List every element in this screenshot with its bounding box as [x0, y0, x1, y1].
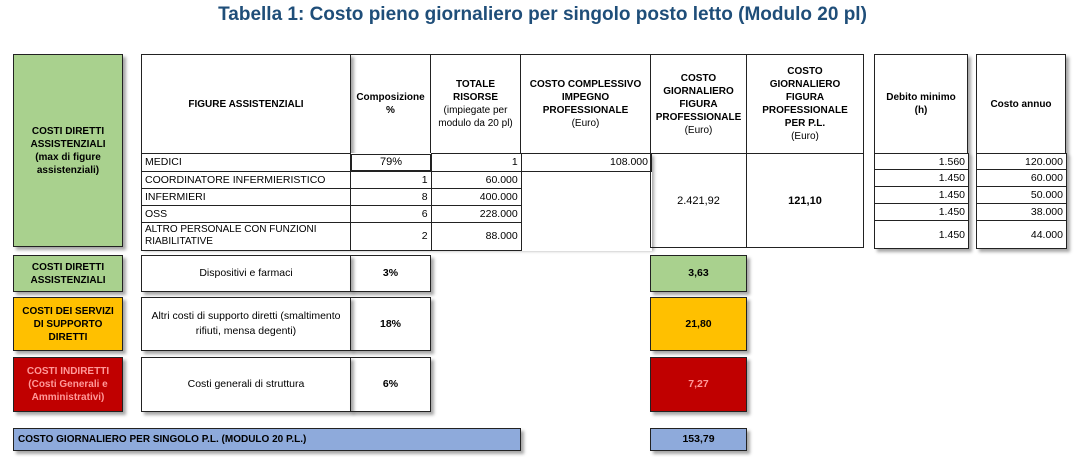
header-label: Costo annuo — [990, 98, 1052, 110]
figura-cell: ALTRO PERSONALE CON FUNZIONI RIABILITATIVE — [142, 222, 351, 250]
composizione-value: 79% — [379, 156, 402, 168]
header-costo-complessivo — [520, 54, 651, 154]
supporto-pct-cell — [350, 297, 431, 351]
annuo-cell: 38.000 — [977, 204, 1067, 221]
dispositivi-pct-cell — [350, 255, 431, 292]
table-row — [875, 221, 969, 249]
header-sublabel: (Euro) — [571, 118, 600, 129]
total-value: 153,79 — [682, 433, 715, 445]
row-value: 21,80 — [685, 317, 712, 330]
figure-table — [141, 153, 652, 251]
section-label: COSTI DIRETTI ASSISTENZIALI — [30, 261, 106, 286]
table-row — [977, 154, 1067, 170]
total-label-cell — [13, 428, 521, 451]
section-costi-diretti-assistenziali-2 — [13, 255, 123, 292]
figura-cell: INFERMIERI — [142, 188, 351, 205]
table-row — [977, 187, 1067, 204]
header-costo-annuo — [976, 54, 1066, 154]
debito-cell: 1.560 — [875, 154, 969, 170]
risorse-cell: 8 — [351, 188, 431, 205]
row-pct: 18% — [379, 317, 401, 330]
costo-cell: 228.000 — [431, 205, 521, 222]
debito-cell: 1.450 — [875, 204, 969, 221]
row-pct: 3% — [382, 267, 399, 279]
figura-cell: COORDINATORE INFERMIERISTICO — [142, 171, 351, 188]
section-costi-diretti-assistenziali — [13, 54, 123, 247]
total-label: COSTO GIORNALIERO PER SINGOLO P.L. (MODULO 20 P.L.) — [18, 434, 307, 445]
table-row — [142, 205, 652, 222]
header-label: COSTO GIORNALIERO FIGURA PROFESSIONALE — [655, 72, 742, 123]
annuo-cell: 120.000 — [977, 154, 1067, 170]
table-row — [875, 187, 969, 204]
header-label: Debito minimo — [886, 92, 956, 103]
header-label: TOTALE RISORSE — [452, 79, 498, 103]
table-row — [142, 222, 652, 250]
row-value: 3,63 — [688, 267, 709, 279]
table-row — [875, 170, 969, 187]
costo-giornaliero-figura-cell — [650, 153, 747, 248]
table-row — [875, 154, 969, 170]
row-label: Dispositivi e farmaci — [199, 267, 293, 279]
struttura-pct-cell — [350, 357, 431, 412]
header-costo-giornaliero-pl — [746, 54, 864, 154]
debito-cell: 1.450 — [875, 187, 969, 204]
table-row — [977, 204, 1067, 221]
row-value: 7,27 — [688, 378, 709, 390]
costo-giornaliero-pl-value: 121,10 — [788, 194, 822, 207]
header-label: COSTO COMPLESSIVO IMPEGNO PROFESSIONALE — [529, 79, 642, 116]
costo-giornaliero-pl-cell — [746, 153, 864, 248]
table-row — [977, 170, 1067, 187]
figura-cell: MEDICI — [142, 154, 351, 172]
risorse-cell: 1 — [431, 154, 521, 172]
section-costi-indiretti — [13, 357, 123, 412]
header-sublabel: (h) — [914, 105, 928, 116]
costo-cell: 60.000 — [431, 171, 521, 188]
annuo-cell: 44.000 — [977, 221, 1067, 249]
row-pct: 6% — [382, 378, 399, 390]
table-row — [142, 154, 652, 172]
costo-cell: 108.000 — [521, 154, 651, 172]
header-composizione — [350, 54, 431, 154]
header-totale-risorse — [430, 54, 521, 154]
supporto-value-cell — [650, 297, 747, 351]
row-label: Altri costi di supporto diretti (smaltimento rifiuti, mensa degenti) — [151, 310, 341, 337]
struttura-label-cell — [141, 357, 351, 412]
figura-cell: OSS — [142, 205, 351, 222]
header-sublabel: (Euro) — [791, 131, 819, 142]
costo-cell: 88.000 — [431, 222, 521, 250]
supporto-label-cell — [141, 297, 351, 351]
header-label: Composizione % — [356, 92, 425, 116]
dispositivi-value-cell — [650, 255, 747, 292]
debito-cell: 1.450 — [875, 170, 969, 187]
header-label: FIGURE ASSISTENZIALI — [188, 98, 304, 110]
costo-annuo-table — [976, 153, 1067, 249]
annuo-cell: 60.000 — [977, 170, 1067, 187]
table-row — [142, 188, 652, 205]
section-label: COSTI INDIRETTI (Costi Generali e Amministrativi) — [26, 366, 110, 403]
section-label: COSTI DIRETTI ASSISTENZIALI (max di figure assistenziali) — [30, 125, 106, 176]
dispositivi-label-cell — [141, 255, 351, 292]
annuo-cell: 50.000 — [977, 187, 1067, 204]
struttura-value-cell — [650, 357, 747, 412]
row-label: Costi generali di struttura — [187, 378, 305, 390]
debito-table — [874, 153, 969, 249]
page-title: Tabella 1: Costo pieno giornaliero per singolo posto letto (Modulo 20 pl) — [218, 4, 867, 25]
risorse-cell: 2 — [351, 222, 431, 250]
costo-cell: 400.000 — [431, 188, 521, 205]
section-costi-servizi-supporto — [13, 297, 123, 351]
table-row — [875, 204, 969, 221]
table-row — [977, 221, 1067, 249]
composizione-cell — [351, 154, 430, 171]
costo-giornaliero-figura-value: 2.421,92 — [677, 194, 720, 207]
header-costo-giornaliero-figura — [650, 54, 747, 154]
header-figure-assistenziali — [141, 54, 351, 154]
header-sublabel: (impiegate per modulo da 20 pl) — [438, 105, 513, 129]
table-row — [142, 171, 652, 188]
header-sublabel: (Euro) — [684, 124, 713, 136]
header-label: COSTO GIORNALIERO FIGURA PROFESSIONALE PER P.L. — [762, 66, 848, 129]
header-debito-minimo — [874, 54, 968, 154]
risorse-cell: 6 — [351, 205, 431, 222]
section-label: COSTI DEI SERVIZI DI SUPPORTO DIRETTI — [22, 305, 114, 343]
debito-cell: 1.450 — [875, 221, 969, 249]
total-value-cell — [650, 428, 747, 451]
risorse-cell: 1 — [351, 171, 431, 188]
